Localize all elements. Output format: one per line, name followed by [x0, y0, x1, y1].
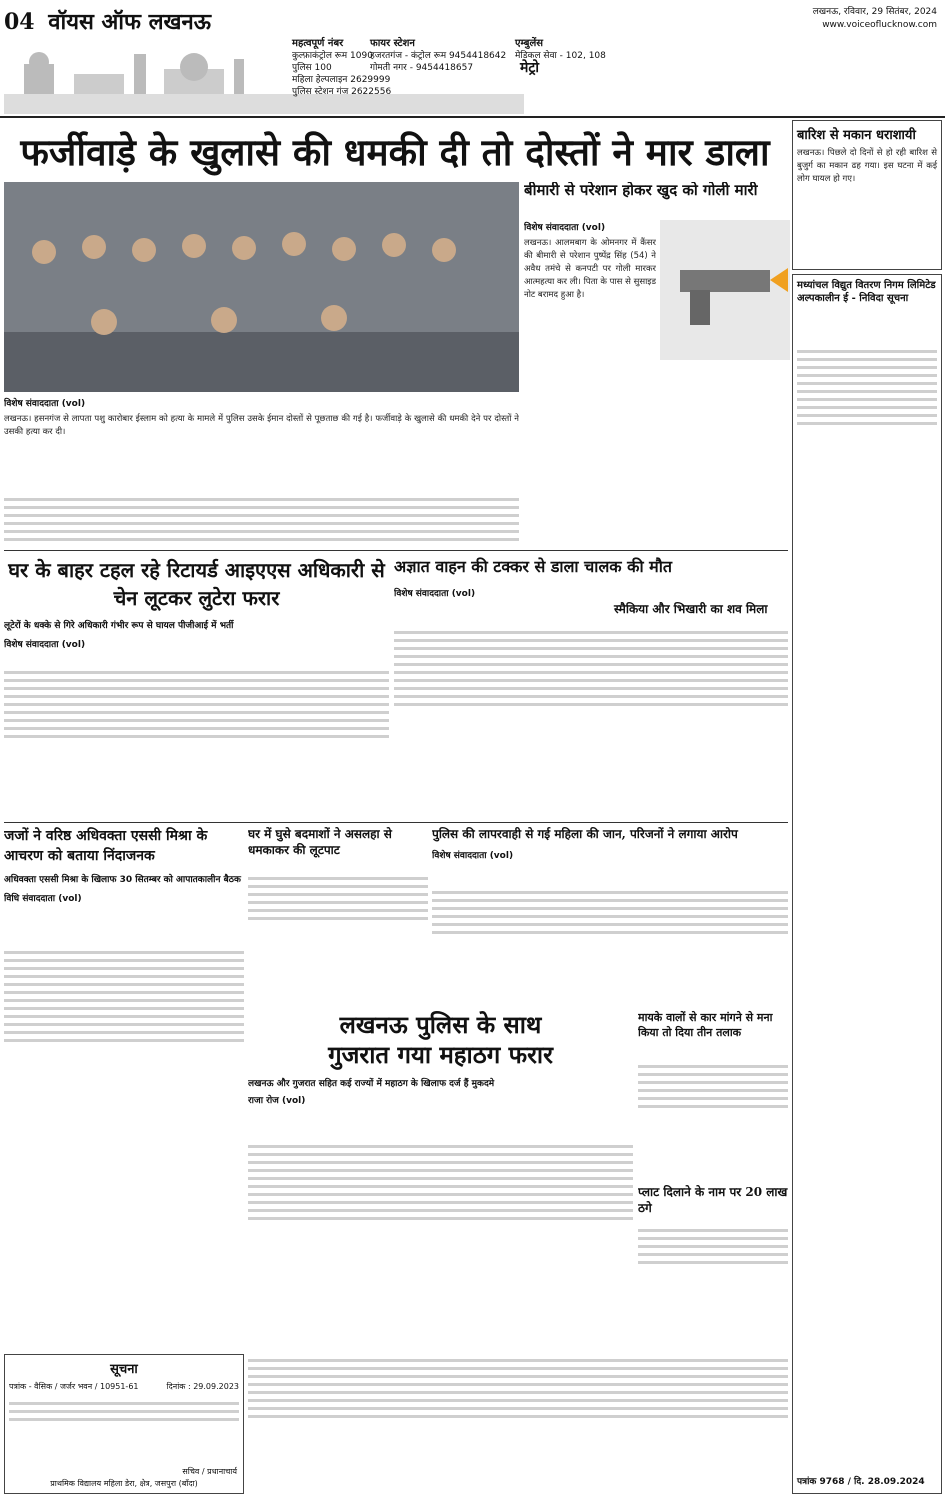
- group-photo-illustration: [4, 182, 519, 392]
- beggar-headline: स्मैकिया और भिखारी का शव मिला: [614, 602, 768, 616]
- tender-headline: मध्यांचल विद्युत वितरण निगम लिमिटेड अल्पकालीन ई - निविदा सूचना: [797, 280, 936, 304]
- dowry-story: [638, 1010, 788, 1180]
- lead-photo: [4, 182, 519, 392]
- date-block: [813, 6, 937, 32]
- advocate-story: [4, 826, 244, 1350]
- gujarat-story: [248, 1010, 633, 1350]
- advocate-text-lines: [4, 946, 244, 1350]
- number-line: कुल्फ़ाकंट्रोल रूम 1090: [292, 51, 373, 61]
- notice-title: सूचना: [110, 1362, 138, 1377]
- negligence-text-lines: [432, 886, 788, 1006]
- date-line: लखनऊ, रविवार, 29 सितंबर, 2024: [812, 7, 937, 17]
- number-line: पुलिस स्टेशन गंज 2622556: [292, 87, 392, 97]
- suicide-body: लखनऊ। आलमबाग के ओमनगर में कैंसर की बीमारी से परेशान पुष्पेंद्र सिंह (54) ने अवैध तमंचे से कनपटी पर गोली मारकर आत्महत्या कर ली। पिता के पास से सुसाइड नोट बरामद हुआ है।: [524, 238, 656, 300]
- number-line: मेडिकल सेवा - 102, 108: [515, 51, 606, 61]
- robbery-headline: घर में घुसे बदमाशों ने असलहा से धमकाकर की लूटपाट: [248, 827, 392, 857]
- rain-story: [792, 120, 942, 270]
- number-line: गोमती नगर - 9454418657: [370, 63, 474, 73]
- chain-byline: विशेष संवाददाता (vol): [4, 640, 86, 650]
- gujarat-subhead: लखनऊ और गुजरात सहित कई राज्यों में महाठग के खिलाफ दर्ज हैं मुकदमे: [248, 1079, 495, 1089]
- divider: [4, 822, 788, 823]
- bottom-text-lines: [248, 1354, 788, 1494]
- plot-text-lines: [638, 1224, 788, 1350]
- suicide-byline: विशेष संवाददाता (vol): [524, 223, 606, 233]
- chain-headline: घर के बाहर टहल रहे रिटायर्ड आइएएस अधिकारी से चेन लूटकर लुटेरा फरार: [8, 558, 385, 610]
- section-label: मेट्रो: [520, 60, 540, 76]
- plot-headline: प्लाट दिलाने के नाम पर 20 लाख ठगे: [638, 1185, 788, 1215]
- ambulance-title: एम्बुलेंस: [515, 38, 544, 49]
- lead-headline: फर्जीवाड़े के खुलासे की धमकी दी तो दोस्तों ने मार डाला: [20, 129, 770, 174]
- accident-story: [394, 556, 788, 816]
- dowry-headline: मायके वालों से कार मांगने से मना किया तो दिया तीन तलाक: [638, 1011, 773, 1039]
- gun-icon: [660, 220, 790, 360]
- bottom-text: [248, 1354, 788, 1494]
- suicide-headline: बीमारी से परेशान होकर खुद को गोली मारी: [524, 182, 758, 199]
- advocate-headline: जजों ने वरिष्ठ अधिवक्ता एससी मिश्रा के आचरण को बताया निंदाजनक: [4, 828, 208, 864]
- robbery-story: [248, 826, 428, 1006]
- accident-text-lines: [394, 626, 788, 816]
- gujarat-headline-1: लखनऊ पुलिस के साथ: [339, 1010, 542, 1039]
- gujarat-headline-2: गुजरात गया महाठग फरार: [328, 1040, 553, 1069]
- school-notice: [4, 1354, 244, 1494]
- important-numbers-title: महत्वपूर्ण नंबर: [292, 38, 344, 49]
- website: www.voiceoflucknow.com: [822, 20, 937, 30]
- notice-text-lines: [5, 1397, 243, 1465]
- notice-ref: पत्रांक - वैसिक / जर्जर भवन / 10951-61: [9, 1382, 139, 1391]
- negligence-story: [432, 826, 788, 1006]
- fire-numbers: [370, 38, 510, 74]
- gun-illustration: [660, 220, 790, 360]
- paper-name: वॉयस ऑफ लखनऊ: [48, 9, 212, 35]
- fire-title: फायर स्टेशन: [370, 38, 415, 49]
- negligence-byline: विशेष संवाददाता (vol): [432, 851, 514, 861]
- lead-story: [4, 396, 519, 546]
- suicide-story: [524, 182, 788, 218]
- dowry-text-lines: [638, 1060, 788, 1180]
- page-number: [4, 6, 211, 36]
- masthead: [0, 0, 945, 118]
- plot-story: [638, 1184, 788, 1350]
- number-line: पुलिस 100: [292, 63, 332, 73]
- number-line: हजरतगंज - कंट्रोल रूम 9454418642: [370, 51, 507, 61]
- advocate-subhead: अधिवक्ता एससी मिश्रा के खिलाफ 30 सितम्बर को आपातकालीन बैठक: [4, 875, 241, 885]
- accident-byline: विशेष संवाददाता (vol): [394, 589, 476, 599]
- tender-notice: [792, 274, 942, 1494]
- divider: [4, 550, 788, 551]
- advocate-byline: विधि संवाददाता (vol): [4, 894, 82, 904]
- negligence-headline: पुलिस की लापरवाही से गई महिला की जान, परिजनों ने लगाया आरोप: [432, 827, 738, 841]
- accident-headline: अज्ञात वाहन की टक्कर से डाला चालक की मौत: [394, 557, 672, 576]
- tender-footer: पत्रांक 9768 / दि. 28.09.2024: [797, 1477, 925, 1487]
- gujarat-text-lines: [248, 1140, 633, 1350]
- chain-text-lines: [4, 666, 389, 816]
- notice-signature: सचिव / प्रधानाचार्य: [182, 1467, 237, 1476]
- tender-text-lines: [793, 345, 941, 1463]
- lead-body: लखनऊ। हसनगंज से लापता पशु कारोबार ईस्लाम को हत्या के मामले में पुलिस उसके ईमान दोस्तों से पूछताछ की गई है। फर्जीवाड़े के खुलासे की धमकी देने पर दोस्तों ने उसकी हत्या कर दी।: [4, 414, 519, 437]
- notice-date: दिनांक : 29.09.2023: [166, 1382, 239, 1391]
- number-line: महिला हेल्पलाइन 2629999: [292, 75, 391, 85]
- suicide-story-text: [524, 220, 656, 546]
- chain-story: [4, 556, 389, 816]
- lead-byline: विशेष संवाददाता (vol): [4, 399, 86, 409]
- rain-body: लखनऊ। पिछले दो दिनों से हो रही बारिश से बुजुर्ग का मकान ढह गया। इस घटना में कई लोग घायल हो गए।: [797, 148, 937, 184]
- robbery-text-lines: [248, 872, 428, 1006]
- notice-school: प्राथमिक विद्यालय महिला डेरा, क्षेत्र, जसपुरा (बाँदा): [50, 1479, 198, 1488]
- gujarat-byline: राजा रोज (vol): [248, 1096, 306, 1106]
- article-text-lines: [4, 493, 519, 546]
- rain-headline: बारिश से मकान धराशायी: [797, 128, 916, 143]
- page-number-value: 04: [4, 9, 35, 35]
- chain-subhead: लूटेरों के धक्के से गिरे अधिकारी गंभीर रूप से घायल पीजीआई में भर्ती: [4, 621, 234, 631]
